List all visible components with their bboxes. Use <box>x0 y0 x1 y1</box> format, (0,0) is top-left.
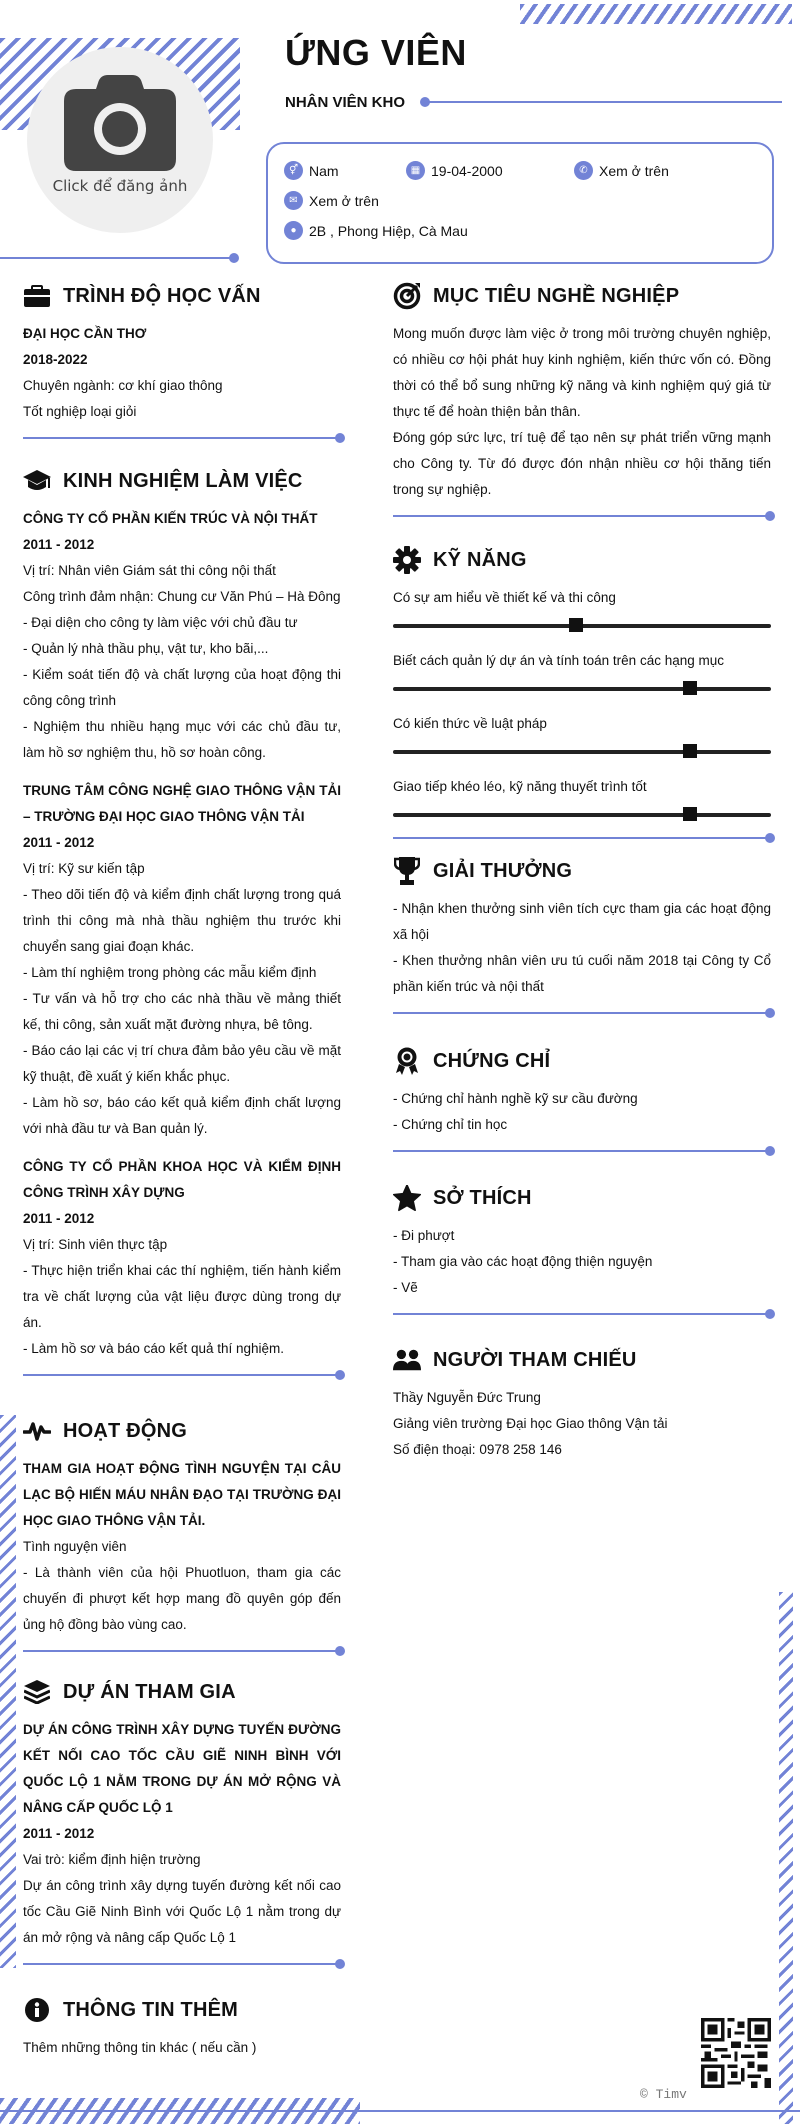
section-title[interactable]: CHỨNG CHỈ <box>433 1049 551 1072</box>
certificate-item[interactable]: - Chứng chỉ hành nghề kỹ sư cầu đường <box>393 1091 638 1106</box>
slider-thumb[interactable] <box>683 807 697 821</box>
section-projects <box>23 1677 341 1965</box>
objective-text-1[interactable]: Mong muốn được làm việc ở trong môi trường chuyên nghiệp, có nhiều cơ hội phát huy kinh nghiệm, kiến thức vốn có. Đồng thời có thể bổ sung những kỹ năng và kinh nghiệm quý giá từ thực tế để hoàn thiện bản thân. <box>393 326 771 419</box>
education-years[interactable]: 2018-2022 <box>23 352 88 367</box>
section-divider <box>393 1313 771 1315</box>
decor-hatch-top-right <box>520 4 792 24</box>
calendar-icon: ▦ <box>406 161 425 180</box>
contact-info-box <box>266 142 774 264</box>
section-extra <box>23 1995 341 2061</box>
section-divider <box>23 1374 341 1376</box>
avatar-upload[interactable] <box>27 47 213 233</box>
education-major[interactable]: Chuyên ngành: cơ khí giao thông <box>23 378 223 393</box>
section-divider <box>393 1150 771 1152</box>
job-title[interactable]: NHÂN VIÊN KHO <box>285 94 406 111</box>
activity-role[interactable]: Tình nguyện viên <box>23 1539 127 1554</box>
section-divider <box>23 437 341 439</box>
section-hobbies <box>393 1183 771 1315</box>
section-certificates <box>393 1046 771 1152</box>
project-years[interactable]: 2011 - 2012 <box>23 1826 95 1841</box>
section-skills <box>393 545 771 839</box>
project-role[interactable]: Vai trò: kiểm định hiện trường <box>23 1852 201 1867</box>
activity-desc[interactable]: - Là thành viên của hội Phuotluon, tham gia các chuyến đi phượt kết hợp mang đồ quyên góp đến ủng hộ đồng bào vùng cao. <box>23 1565 341 1632</box>
section-title[interactable]: SỞ THÍCH <box>433 1186 532 1209</box>
users-icon <box>393 1346 421 1374</box>
certificate-item[interactable]: - Chứng chỉ tin học <box>393 1117 508 1132</box>
education-grade[interactable]: Tốt nghiệp loại giỏi <box>23 404 137 419</box>
decor-hatch-right <box>779 1592 793 2124</box>
divider <box>0 257 232 259</box>
skill-item: Có kiến thức về luật pháp <box>393 711 771 754</box>
trophy-icon <box>393 857 421 885</box>
camera-icon <box>64 75 176 171</box>
location-pin-icon: ● <box>284 221 303 240</box>
slider-thumb[interactable] <box>683 681 697 695</box>
star-icon <box>393 1184 421 1212</box>
skill-slider[interactable] <box>393 750 771 754</box>
mail-icon: ✉ <box>284 191 303 210</box>
phone-field[interactable]: ✆ Xem ở trên <box>574 161 669 180</box>
school-name[interactable]: ĐẠI HỌC CẦN THƠ <box>23 326 147 341</box>
section-awards <box>393 856 771 1014</box>
section-education <box>23 281 341 439</box>
job-entry: CÔNG TY CỔ PHẦN KHOA HỌC VÀ KIỂM ĐỊNH CÔNG TRÌNH XÂY DỰNG 2011 - 2012 Vị trí: Sinh viên thực tập - Thực hiện triển khai các thí nghiệm, tiến hành kiểm tra về chất lượng của vật liệu được dùng trong dự án. - Làm hồ sơ và báo cáo kết quả thí nghiệm. <box>23 1159 341 1356</box>
section-title[interactable]: KỸ NĂNG <box>433 548 527 571</box>
reference-item[interactable]: Giảng viên trường Đại học Giao thông Vận tải <box>393 1416 668 1431</box>
award-item[interactable]: - Khen thưởng nhân viên ưu tú cuối năm 2018 tại Công ty Cổ phần kiến trúc và nội thất <box>393 953 771 994</box>
footer-line <box>0 2110 800 2112</box>
section-experience <box>23 466 341 1376</box>
avatar-caption: Click để đăng ảnh <box>52 177 188 195</box>
info-icon <box>23 1996 51 2024</box>
section-divider <box>393 1012 771 1014</box>
pulse-icon <box>23 1417 51 1445</box>
award-item[interactable]: - Nhận khen thưởng sinh viên tích cực tham gia các hoạt động xã hội <box>393 901 771 942</box>
section-title[interactable]: DỰ ÁN THAM GIA <box>63 1680 236 1703</box>
section-title[interactable]: GIẢI THƯỞNG <box>433 859 573 882</box>
section-divider <box>393 837 771 839</box>
candidate-name[interactable]: ỨNG VIÊN <box>285 32 467 73</box>
skill-item: Giao tiếp khéo léo, kỹ năng thuyết trình tốt <box>393 774 771 817</box>
section-divider <box>23 1963 341 1965</box>
project-name[interactable]: DỰ ÁN CÔNG TRÌNH XÂY DỰNG TUYẾN ĐƯỜNG KẾT NỐI CAO TỐC CẦU GIẼ NINH BÌNH VỚI QUỐC LỘ 1 NẰM TRONG DỰ ÁN MỞ RỘNG VÀ NÂNG CẤP QUỐC LỘ 1 <box>23 1722 341 1815</box>
activity-name[interactable]: THAM GIA HOẠT ĐỘNG TÌNH NGUYỆN TẠI CÂU LẠC BỘ HIẾN MÁU NHÂN ĐẠO TẠI TRƯỜNG ĐẠI HỌC GIAO THÔNG VẬN TẢI. <box>23 1461 341 1528</box>
section-objective <box>393 281 771 517</box>
reference-item[interactable]: Số điện thoại: 0978 258 146 <box>393 1442 562 1457</box>
target-icon <box>393 282 421 310</box>
skill-item: Có sự am hiểu về thiết kế và thi công <box>393 585 771 628</box>
job-entry: TRUNG TÂM CÔNG NGHỆ GIAO THÔNG VẬN TẢI – TRƯỜNG ĐẠI HỌC GIAO THÔNG VẬN TẢI 2011 - 2012 Vị trí: Kỹ sư kiến tập - Theo dõi tiến độ và kiểm định chất lượng trong quá trình thi công mà nhà thầu nghiệm thu trước khi chuyển sang giai đoạn khác. - Làm thí nghiệm trong phòng các mẫu kiểm định - Tư vấn và hỗ trợ cho các nhà thầu về mảng thiết kế, thi công, sản xuất mặt đường nhựa, bê tông. - Báo cáo lại các vị trí chưa đảm bảo yêu cầu về mặt kỹ thuật, đề xuất ý kiến khắc phục. - Làm hồ sơ, báo cáo kết quả kiểm định chất lượng với nhà đầu tư và Ban quản lý. <box>23 783 341 1136</box>
graduation-cap-icon <box>23 467 51 495</box>
skill-item: Biết cách quản lý dự án và tính toán trên các hạng mục <box>393 648 771 691</box>
hobby-item[interactable]: - Đi phượt <box>393 1228 455 1243</box>
section-title[interactable]: NGƯỜI THAM CHIẾU <box>433 1348 637 1371</box>
section-title[interactable]: KINH NGHIỆM LÀM VIỆC <box>63 469 303 492</box>
reference-item[interactable]: Thầy Nguyễn Đức Trung <box>393 1390 541 1405</box>
gear-icon <box>393 546 421 574</box>
role-line <box>425 101 782 103</box>
hobby-item[interactable]: - Vẽ <box>393 1280 418 1295</box>
skill-slider[interactable] <box>393 813 771 817</box>
address-field[interactable]: ● 2B , Phong Hiệp, Cà Mau <box>284 221 468 240</box>
hobby-item[interactable]: - Tham gia vào các hoạt động thiện nguyện <box>393 1254 653 1269</box>
skill-slider[interactable] <box>393 687 771 691</box>
section-title[interactable]: TRÌNH ĐỘ HỌC VẤN <box>63 284 261 307</box>
gender-field[interactable]: ⚥ Nam <box>284 161 339 180</box>
skill-slider[interactable] <box>393 624 771 628</box>
gender-icon: ⚥ <box>284 161 303 180</box>
project-desc[interactable]: Dự án công trình xây dựng tuyến đường kết nối cao tốc Cầu Giẽ Ninh Bình với Quốc Lộ 1 nằm trong dự án mở rộng và nâng cấp Quốc Lộ 1 <box>23 1878 341 1945</box>
qr-code-icon <box>701 2018 771 2088</box>
email-field[interactable]: ✉ Xem ở trên <box>284 191 379 210</box>
slider-thumb[interactable] <box>683 744 697 758</box>
section-title[interactable]: MỤC TIÊU NGHỀ NGHIỆP <box>433 284 680 307</box>
section-title[interactable]: HOẠT ĐỘNG <box>63 1419 188 1442</box>
dob-field[interactable]: ▦ 19-04-2000 <box>406 161 503 180</box>
briefcase-icon <box>23 282 51 310</box>
layers-icon <box>23 1678 51 1706</box>
objective-text-2[interactable]: Đóng góp sức lực, trí tuệ để tạo nên sự phát triển vững mạnh cho Công ty. Từ đó được đón nhận nhiều cơ hội thăng tiến trong sự nghiệp. <box>393 430 771 497</box>
section-references <box>393 1345 771 1463</box>
extra-text[interactable]: Thêm những thông tin khác ( nếu cần ) <box>23 2040 257 2055</box>
section-title[interactable]: THÔNG TIN THÊM <box>63 1998 239 2021</box>
decor-hatch-left <box>0 1415 16 1968</box>
section-divider <box>23 1650 341 1652</box>
divider-dot <box>229 253 239 263</box>
section-activities <box>23 1416 341 1652</box>
phone-icon: ✆ <box>574 161 593 180</box>
copyright-text: © Timv <box>640 2087 687 2102</box>
section-divider <box>393 515 771 517</box>
award-ribbon-icon <box>393 1047 421 1075</box>
slider-thumb[interactable] <box>569 618 583 632</box>
job-entry: CÔNG TY CỔ PHẦN KIẾN TRÚC VÀ NỘI THẤT 2011 - 2012 Vị trí: Nhân viên Giám sát thi công nội thất Công trình đảm nhận: Chung cư Văn Phú – Hà Đông - Đại diện cho công ty làm việc với chủ đầu tư - Quản lý nhà thầu phụ, vật tư, kho bãi,... - Kiểm soát tiến độ và chất lượng của hoạt động thi công công trình - Nghiệm thu nhiều hạng mục với các chủ đầu tư, làm hồ sơ nghiệm thu, hồ sơ hoàn công. <box>23 511 341 760</box>
